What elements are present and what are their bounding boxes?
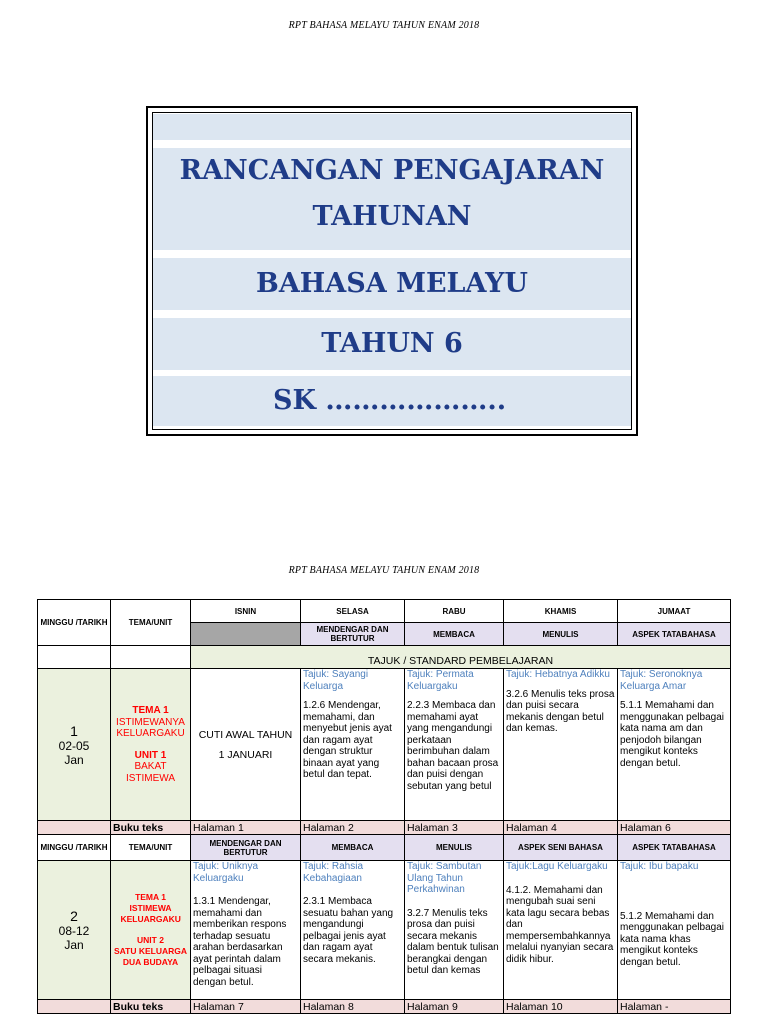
tajuk-banner: TAJUK / STANDARD PEMBELAJARAN: [191, 646, 731, 669]
w2-col5-tajuk: Tajuk: Ibu bapaku: [620, 861, 699, 872]
buku-w2-3: Halaman 9: [405, 1000, 504, 1014]
w2-col5: [618, 861, 731, 1000]
w2-col1: [191, 861, 301, 1000]
subhead-jumaat: ASPEK TATABAHASA: [618, 623, 731, 646]
day-selasa: SELASA: [301, 600, 405, 623]
isnin-date: 1 JANUARI: [218, 748, 273, 761]
buku-label-2: Buku teks: [111, 1000, 191, 1014]
banner-blank-1: [38, 646, 111, 669]
subhead-khamis: MENULIS: [504, 623, 618, 646]
w2-col4: [504, 861, 618, 1000]
w2-col4-standard: 4.1.2. Memahami dan mengubah suai seni kata lagu secara bebas dan mempersembahkannya melalui nyanyian secara didik hibur.: [506, 884, 614, 965]
khamis-standard: 3.2.6 Menulis teks prosa dan puisi secara mekanis dengan betul dan kemas.: [506, 688, 615, 734]
subhead-rabu: MEMBACA: [405, 623, 504, 646]
unit-label: UNIT 1: [134, 749, 167, 761]
day-khamis: KHAMIS: [504, 600, 618, 623]
week-1-cell: [38, 669, 111, 821]
rabu-cell-1: [405, 669, 504, 821]
w2-col4-tajuk: Tajuk:Lagu Keluargaku: [506, 861, 608, 872]
subhead2-5: ASPEK TATABAHASA: [618, 835, 731, 861]
w2-col3-standard: 3.2.7 Menulis teks prosa dan puisi secara mekanis dalam bentuk tulisan berangkai dengan betul dan kemas: [407, 907, 499, 976]
cover-year: TAHUN 6: [153, 318, 631, 370]
tema-name: ISTIMEWANYA KELUARGAKU: [116, 716, 185, 739]
subhead2-3: MENULIS: [405, 835, 504, 861]
cover-line-1: RANCANGAN PENGAJARAN: [179, 155, 605, 186]
buku-w2-5: Halaman -: [618, 1000, 731, 1014]
jumaat-cell-1: [618, 669, 731, 821]
page-header: RPT BAHASA MELAYU TAHUN ENAM 2018: [288, 20, 480, 31]
subhead2-4: ASPEK SENI BAHASA: [504, 835, 618, 861]
buku-w2-2: Halaman 8: [301, 1000, 405, 1014]
buku-rabu-1: Halaman 3: [405, 821, 504, 835]
tema-label-2: TEMA 1: [135, 892, 166, 902]
page-header-2: RPT BAHASA MELAYU TAHUN ENAM 2018: [288, 565, 480, 576]
week-date-2: 08-12 Jan: [58, 924, 90, 952]
w2-col2-standard: 2.3.1 Membaca sesuatu bahan yang mengandungi pelbagai jenis ayat dan ragam ayat secara mekanis.: [303, 896, 394, 965]
tema-name-2: ISTIMEWA KELUARGAKU: [120, 903, 181, 924]
tema-cell-1: [111, 669, 191, 821]
week-2-cell: [38, 861, 111, 1000]
buku-label-1: Buku teks: [111, 821, 191, 835]
w2-col1-tajuk: Tajuk: Uniknya Keluargaku: [193, 861, 259, 884]
khamis-cell-1: [504, 669, 618, 821]
subhead-isnin: [191, 623, 301, 646]
w2-col1-standard: 1.3.1 Mendengar, memahami dan memberikan respons terhadap sesuatu arahan berdasarkan ayat perintah dalam pelbagai situasi dengan betul.: [193, 896, 287, 988]
buku-selasa-1: Halaman 2: [301, 821, 405, 835]
cover-title-band: [153, 148, 631, 250]
jumaat-tajuk: Tajuk: Seronoknya Keluarga Amar: [620, 669, 703, 692]
day-jumaat: JUMAAT: [618, 600, 731, 623]
day-rabu: RABU: [405, 600, 504, 623]
col-tema-2: TEMA/UNIT: [111, 835, 191, 861]
tema-label: TEMA 1: [132, 705, 169, 716]
buku-jumaat-1: Halaman 6: [618, 821, 731, 835]
buku-blank-1: [38, 821, 111, 835]
buku-isnin-1: Halaman 1: [191, 821, 301, 835]
cover-title-box: [146, 106, 638, 436]
unit-name: BAKAT ISTIMEWA: [125, 761, 176, 784]
cover-subject: BAHASA MELAYU: [153, 258, 631, 310]
tema-cell-2: [111, 861, 191, 1000]
w2-col3: [405, 861, 504, 1000]
buku-blank-2: [38, 1000, 111, 1014]
selasa-tajuk: Tajuk: Sayangi Keluarga: [303, 669, 369, 692]
rpt-table-week-1: [37, 599, 731, 1014]
w2-col3-tajuk: Tajuk: Sambutan Ulang Tahun Perkahwinan: [407, 861, 482, 895]
week-number: 1: [70, 722, 78, 739]
cover-band-top: [153, 114, 631, 140]
selasa-standard: 1.2.6 Mendengar, memahami, dan menyebut jenis ayat dan ragam ayat dengan struktur binaan ayat yang betul dan tepat.: [303, 700, 392, 780]
col-tema: TEMA/UNIT: [111, 600, 191, 646]
subhead2-2: MEMBACA: [301, 835, 405, 861]
unit-name-2: SATU KELUARGA DUA BUDAYA: [113, 946, 188, 967]
cover-line-2: TAHUNAN: [312, 201, 472, 232]
week-number-2: 2: [70, 908, 78, 924]
rabu-tajuk: Tajuk: Permata Keluargaku: [407, 669, 474, 692]
unit-label-2: UNIT 2: [137, 935, 164, 945]
w2-col2-tajuk: Tajuk: Rahsia Kebahagiaan: [303, 861, 364, 884]
subhead-selasa: MENDENGAR DAN BERTUTUR: [301, 623, 405, 646]
banner-blank-2: [111, 646, 191, 669]
khamis-tajuk: Tajuk: Hebatnya Adikku: [506, 669, 610, 680]
subhead2-1: MENDENGAR DAN BERTUTUR: [191, 835, 301, 861]
selasa-cell-1: [301, 669, 405, 821]
col-minggu-2: MINGGU /TARIKH: [38, 835, 111, 861]
w2-col2: [301, 861, 405, 1000]
buku-w2-4: Halaman 10: [504, 1000, 618, 1014]
jumaat-standard: 5.1.1 Memahami dan menggunakan pelbagai kata nama am dan penjodoh bilangan mengikut konteks dengan betul.: [620, 700, 724, 769]
rabu-standard: 2.2.3 Membaca dan memahami ayat yang mengandungi perkataan berimbuhan dalam bahan bacaan prosa dan puisi dengan sebutan yang betul: [407, 700, 499, 792]
buku-khamis-1: Halaman 4: [504, 821, 618, 835]
buku-w2-1: Halaman 7: [191, 1000, 301, 1014]
isnin-cuti: CUTI AWAL TAHUN: [198, 728, 293, 741]
isnin-cell-1: [191, 669, 301, 821]
col-minggu: MINGGU /TARIKH: [38, 600, 111, 646]
week-date: 02-05 Jan: [58, 738, 90, 767]
w2-col5-standard: 5.1.2 Memahami dan menggunakan pelbagai kata nama khas mengikut konteks dengan betul.: [620, 910, 724, 968]
day-isnin: ISNIN: [191, 600, 301, 623]
cover-school: SK ………………..: [153, 376, 631, 426]
